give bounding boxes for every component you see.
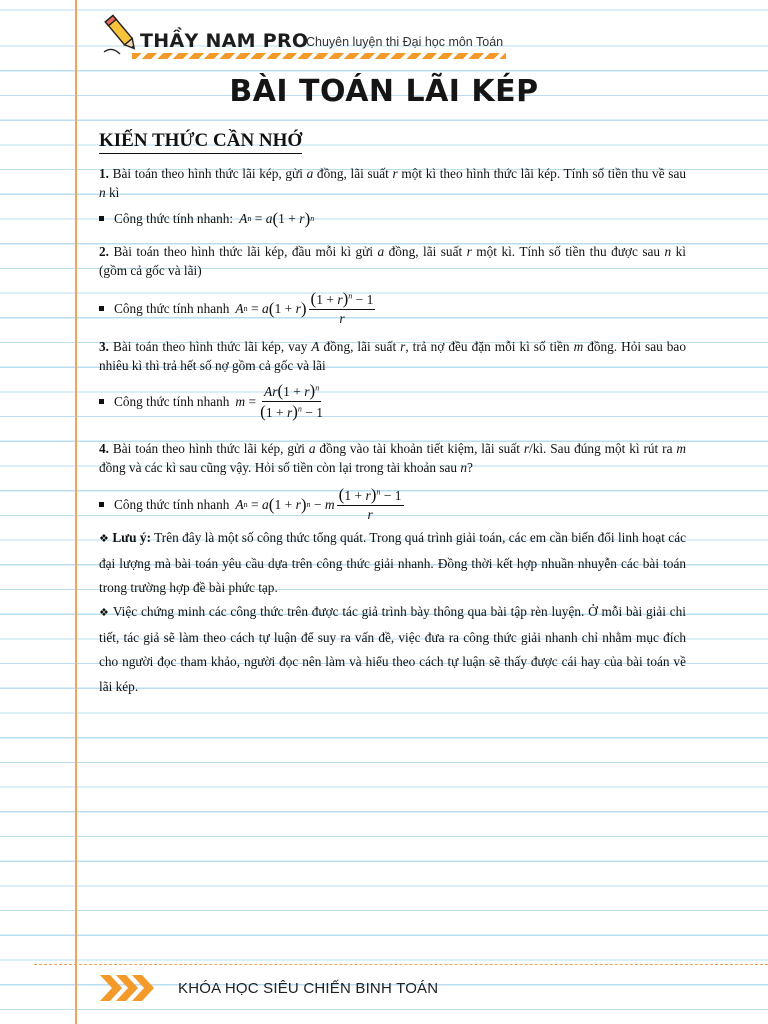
item-3-text: 3. Bài toán theo hình thức lãi kép, vay A đồng, lãi suất r, trả nợ đều đặn mỗi kì số tiền m đồng. Hỏi sau bao nhiêu kì thì trả hết số nợ gồm cả gốc và lãi bbox=[99, 339, 686, 373]
header bbox=[102, 10, 542, 62]
margin-line bbox=[75, 0, 77, 1024]
formula-2-row: Công thức tính nhanh A n = a ( 1 + r ) $\frac{(1 + r)^n - 1}{r}$ bbox=[99, 290, 377, 327]
formula-1-row: Công thức tính nhanh: A n = a ( 1 + r ) n bbox=[99, 210, 314, 227]
formula-1: A n = a ( 1 + r ) n bbox=[239, 209, 315, 228]
formula-2: A n = a ( 1 + r ) $\frac{(1 + r)^n - 1}{r}$ bbox=[235, 289, 374, 326]
bullet-icon bbox=[99, 306, 104, 311]
diamond-bullet-icon: ❖ bbox=[99, 532, 109, 545]
formula-3: m = $\frac{Ar(1 + r)^n}{(1 + r)^n - 1}$ bbox=[235, 381, 324, 421]
item-4-text: 4. Bài toán theo hình thức lãi kép, gửi a đồng vào tài khoản tiết kiệm, lãi suất r/kì. Sau đúng một kì rút ra m đồng và các kì sau cũng vậy. Hỏi số tiền còn lại trong tài khoản sau n? bbox=[99, 441, 686, 475]
item-2-text: 2. Bài toán theo hình thức lãi kép, đầu mỗi kì gửi a đồng, lãi suất r một kì. Tính số tiền thu được sau n kì (gồm cả gốc và lãi) bbox=[99, 244, 686, 278]
diamond-bullet-icon: ❖ bbox=[99, 606, 110, 619]
item-1-text: 1. Bài toán theo hình thức lãi kép, gửi a đồng, lãi suất r một kì theo hình thức lãi kép. Tính số tiền thu về sau n kì bbox=[99, 166, 686, 200]
brand-name: THẦY NAM PRO bbox=[140, 30, 309, 52]
footer-text: KHÓA HỌC SIÊU CHIẾN BINH TOÁN bbox=[178, 979, 439, 997]
formula-4-row: Công thức tính nhanh A n = a ( 1 + r ) n − m $\frac{(1 + r)^n - 1}{r}$ bbox=[99, 486, 406, 523]
bullet-icon bbox=[99, 216, 104, 221]
page-title: BÀI TOÁN LÃI KÉP bbox=[229, 74, 539, 109]
footer-divider bbox=[34, 964, 768, 965]
bullet-icon bbox=[99, 399, 104, 404]
brand-tagline: Chuyên luyện thi Đại học môn Toán bbox=[306, 35, 504, 49]
header-stripe bbox=[132, 53, 506, 59]
note-1: ❖ Lưu ý: Trên đây là một số công thức tổng quát. Trong quá trình giải toán, các em cần biến đổi linh hoạt các đại lượng mà bài toán yêu cầu dựa trên công thức giải nhanh. Đồng thời kết hợp nhuần nhuyễn các bài toán trong trường hợp đề bài phức tạp. bbox=[99, 530, 686, 595]
chevrons-right-icon bbox=[100, 975, 164, 1001]
note-2: ❖ Việc chứng minh các công thức trên được tác giả trình bày thông qua bài tập rèn luyện. Ở mỗi bài giải chi tiết, tác giả sẽ làm theo cách tự luận để suy ra vấn đề, việc đưa ra công thức giải nhanh chỉ nhằm mục đích cho người đọc tham khảo, người đọc nên làm và hiểu theo cách tự luận sẽ thấy được cái hay của bài toán về lãi kép. bbox=[99, 604, 686, 694]
section-title: KIẾN THỨC CẦN NHỚ bbox=[99, 130, 303, 151]
bullet-icon bbox=[99, 502, 104, 507]
formula-4: A n = a ( 1 + r ) n − m $\frac{(1 + r)^n - 1}{r}$ bbox=[235, 485, 402, 522]
pencil-icon bbox=[102, 10, 142, 58]
footer bbox=[100, 975, 438, 1001]
formula-3-row: Công thức tính nhanh m = $\frac{Ar(1 + r)^n}{(1 + r)^n - 1}$ bbox=[99, 382, 327, 421]
